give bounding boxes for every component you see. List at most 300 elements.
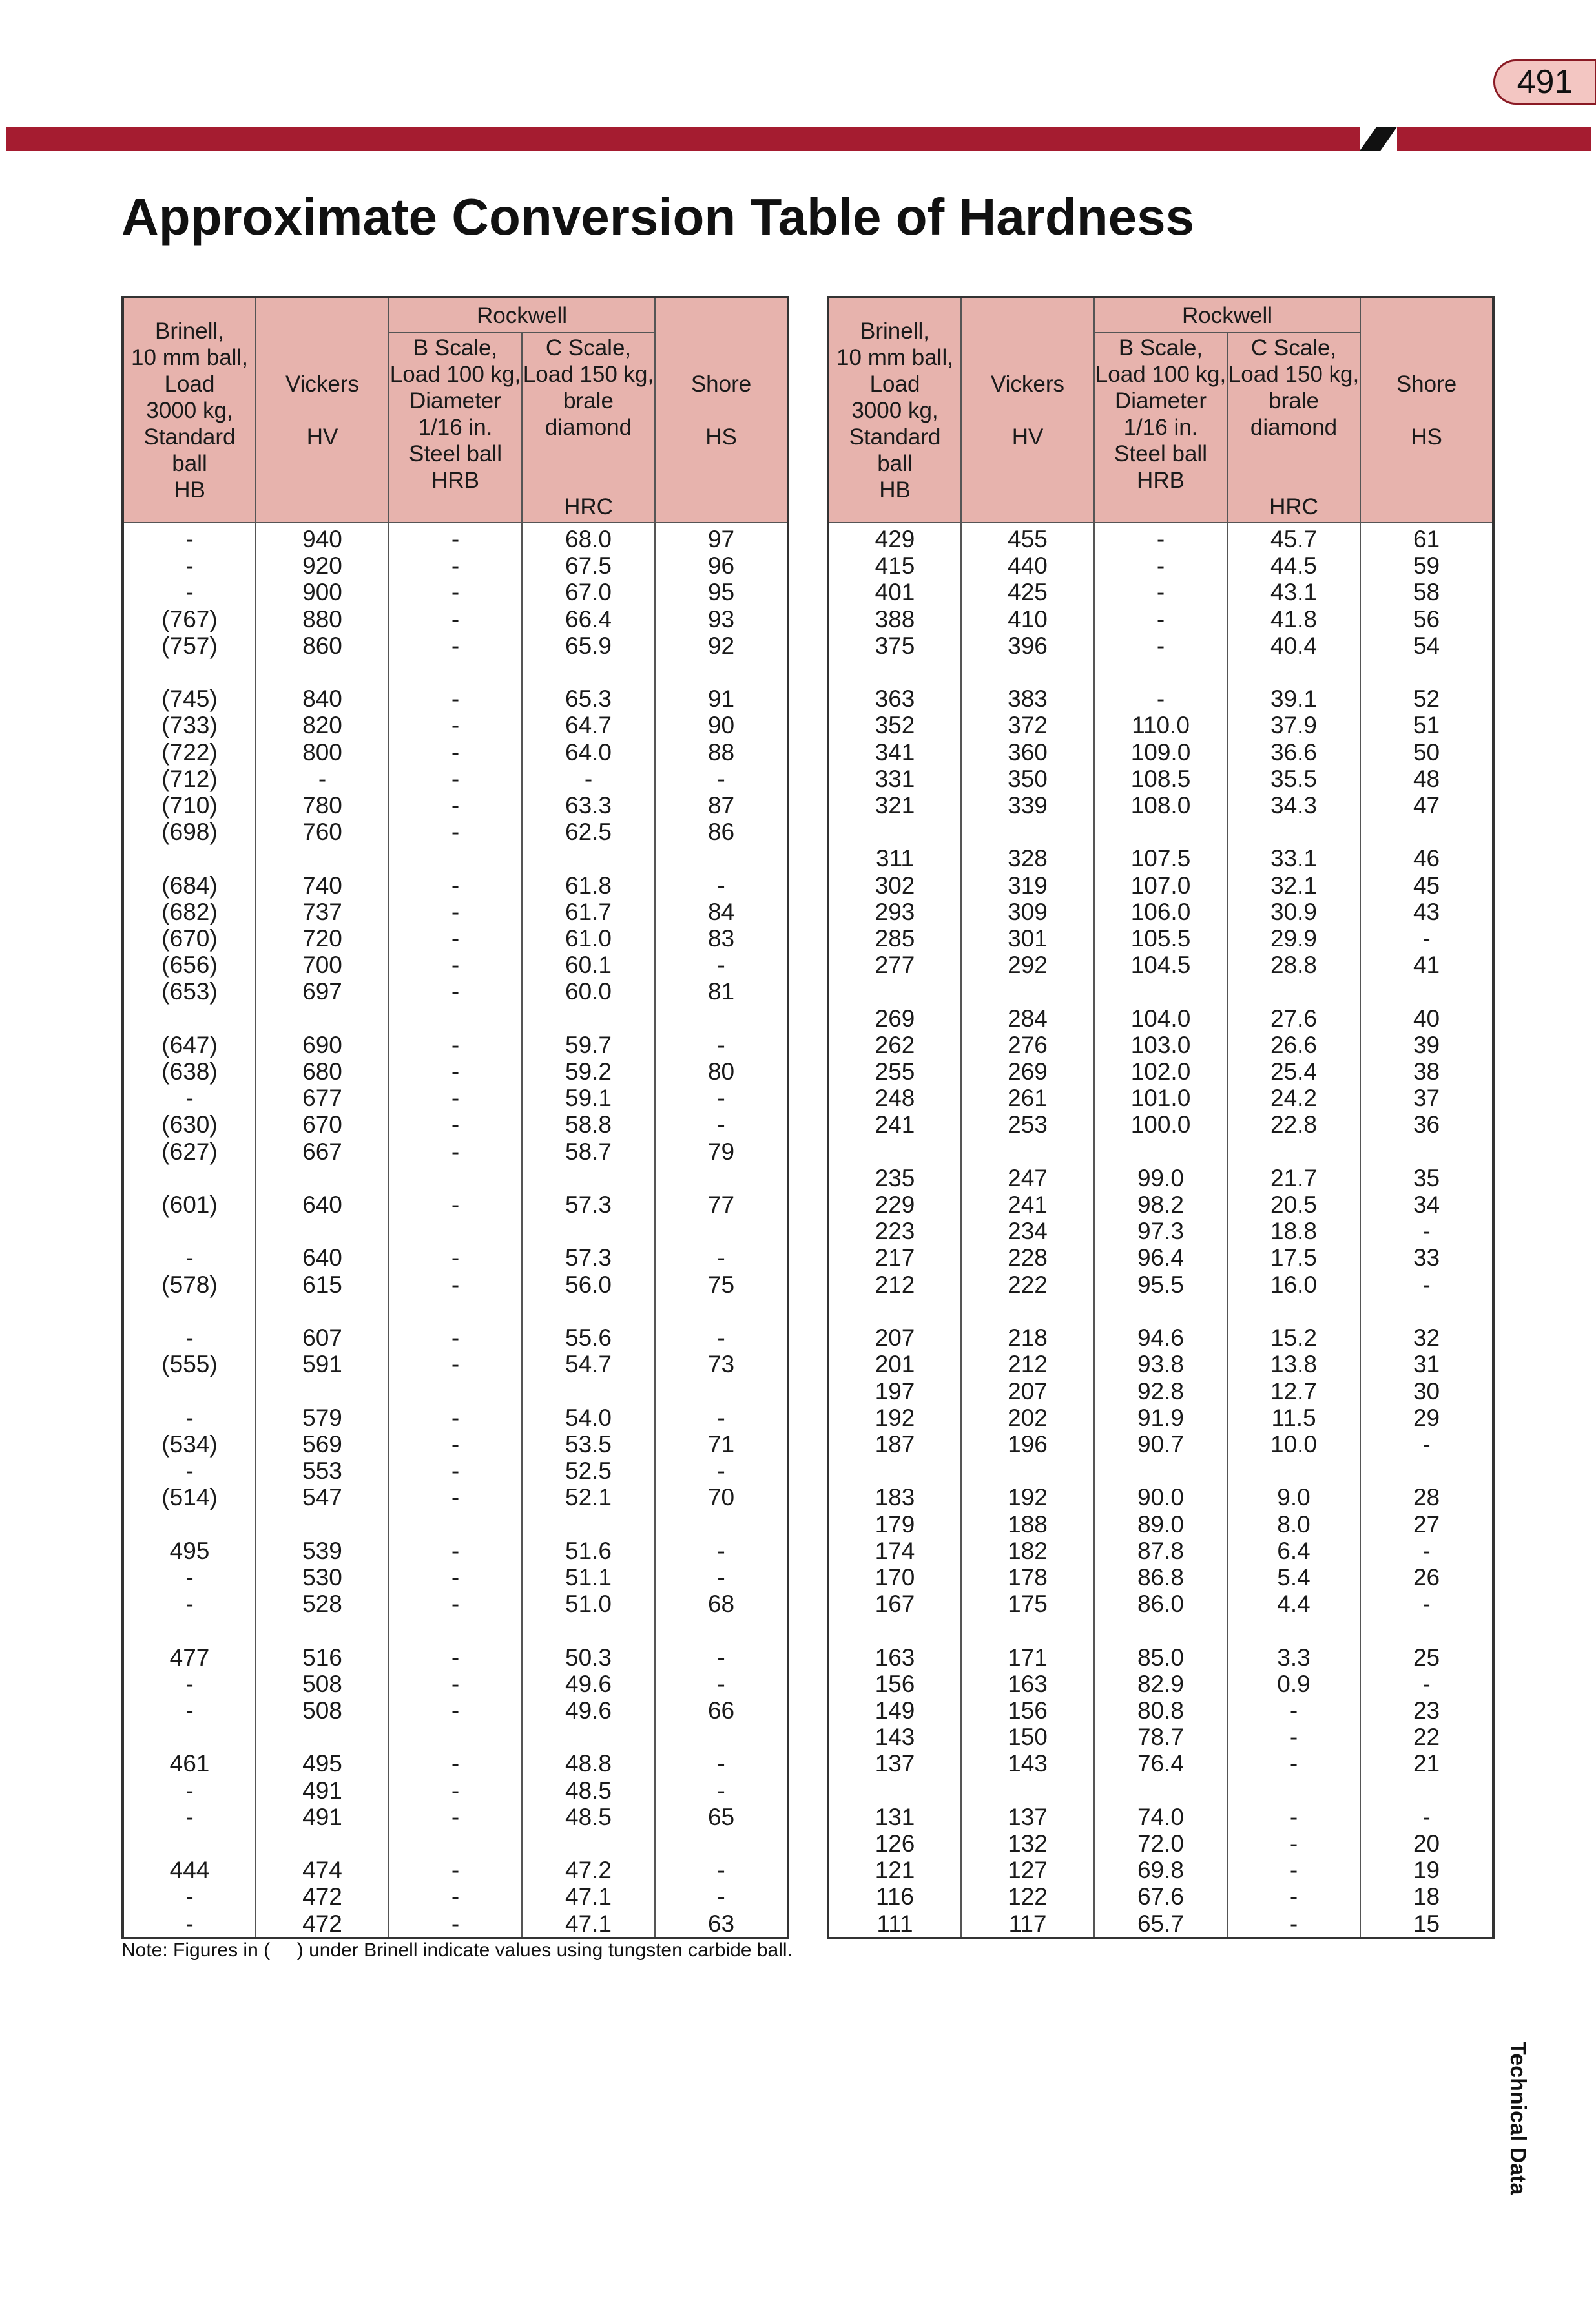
hrc-cell: 30.9: [1227, 899, 1360, 925]
hrc-cell: [522, 1218, 655, 1244]
vickers-cell: 234: [961, 1218, 1094, 1244]
hrb-cell: 107.0: [1094, 872, 1227, 899]
hrb-cell: 108.5: [1094, 766, 1227, 792]
hrb-cell: 108.0: [1094, 792, 1227, 819]
brinell-cell: 311: [828, 845, 961, 872]
shore-cell: 93: [655, 606, 788, 632]
table-row: [828, 1191, 1493, 1218]
brinell-cell: 163: [828, 1644, 961, 1671]
shore-cell: 45: [1360, 872, 1493, 899]
shore-cell: 19: [1360, 1857, 1493, 1883]
brinell-cell: -: [123, 1405, 256, 1431]
hrb-cell: 93.8: [1094, 1351, 1227, 1377]
table-row: [828, 1032, 1493, 1058]
vickers-cell: 900: [256, 579, 389, 605]
shore-cell: 32: [1360, 1324, 1493, 1351]
table-row: [123, 1191, 788, 1218]
brinell-cell: [123, 1724, 256, 1750]
header-shore: [1360, 297, 1493, 523]
table-row: [123, 1617, 788, 1644]
shore-cell: 20: [1360, 1830, 1493, 1857]
hrb-cell: 89.0: [1094, 1511, 1227, 1538]
shore-cell: 90: [655, 712, 788, 738]
shore-cell: 73: [655, 1351, 788, 1377]
hrc-cell: 21.7: [1227, 1165, 1360, 1191]
shore-cell: [655, 659, 788, 685]
vickers-cell: 163: [961, 1671, 1094, 1697]
hrb-cell: -: [389, 632, 522, 659]
vickers-cell: 820: [256, 712, 389, 738]
hrc-cell: [1227, 659, 1360, 685]
brinell-cell: 401: [828, 579, 961, 605]
brinell-cell: 223: [828, 1218, 961, 1244]
vickers-cell: 247: [961, 1165, 1094, 1191]
vickers-cell: [961, 1138, 1094, 1165]
vickers-cell: 143: [961, 1750, 1094, 1777]
hrb-cell: 106.0: [1094, 899, 1227, 925]
hrb-cell: -: [389, 1671, 522, 1697]
hrb-cell: 105.5: [1094, 925, 1227, 952]
hrc-cell: 34.3: [1227, 792, 1360, 819]
shore-cell: 34: [1360, 1191, 1493, 1218]
shore-cell: 91: [655, 685, 788, 712]
table-row: [828, 1165, 1493, 1191]
brinell-cell: 207: [828, 1324, 961, 1351]
vickers-cell: 760: [256, 819, 389, 845]
table-row: [123, 872, 788, 899]
table-row: [123, 1111, 788, 1138]
table-row: [123, 1405, 788, 1431]
vickers-cell: 127: [961, 1857, 1094, 1883]
brinell-cell: (653): [123, 978, 256, 1005]
hrb-cell: -: [1094, 606, 1227, 632]
shore-cell: [655, 1511, 788, 1538]
table-row: [828, 1644, 1493, 1671]
hrc-cell: 62.5: [522, 819, 655, 845]
table-row: [123, 579, 788, 605]
hrc-cell: [522, 1298, 655, 1324]
hrb-cell: -: [389, 739, 522, 766]
hrc-cell: 59.2: [522, 1058, 655, 1085]
hrc-cell: 18.8: [1227, 1218, 1360, 1244]
brinell-cell: 174: [828, 1538, 961, 1564]
table-row: [828, 1484, 1493, 1510]
vickers-cell: [256, 1005, 389, 1032]
hrc-cell: 49.6: [522, 1671, 655, 1697]
hrb-cell: 90.7: [1094, 1431, 1227, 1458]
header-b-scale: B Scale, Load 100 kg, Diameter 1/16 in. Steel ball HRB: [389, 333, 522, 523]
table-row: [123, 739, 788, 766]
table-row: [123, 1538, 788, 1564]
hrb-cell: 94.6: [1094, 1324, 1227, 1351]
shore-cell: 71: [655, 1431, 788, 1458]
table-row: [828, 685, 1493, 712]
hardness-table-left: [121, 296, 789, 1939]
hrb-cell: 92.8: [1094, 1378, 1227, 1405]
hrc-cell: 33.1: [1227, 845, 1360, 872]
hrb-cell: -: [389, 1191, 522, 1218]
brinell-cell: 183: [828, 1484, 961, 1510]
shore-cell: -: [655, 1244, 788, 1271]
table-row: [828, 1724, 1493, 1750]
brinell-cell: -: [123, 1564, 256, 1591]
brinell-cell: (638): [123, 1058, 256, 1085]
vickers-cell: 553: [256, 1458, 389, 1484]
brinell-cell: 212: [828, 1271, 961, 1298]
vickers-cell: 740: [256, 872, 389, 899]
side-section-label: Technical Data: [1506, 2042, 1530, 2195]
hrb-cell: -: [1094, 632, 1227, 659]
table-row: [123, 792, 788, 819]
table-row: [123, 632, 788, 659]
brinell-cell: (710): [123, 792, 256, 819]
table-row: [123, 1883, 788, 1910]
shore-cell: 27: [1360, 1511, 1493, 1538]
hrc-cell: 20.5: [1227, 1191, 1360, 1218]
vickers-cell: 360: [961, 739, 1094, 766]
brinell-cell: (627): [123, 1138, 256, 1165]
table-row: [828, 1671, 1493, 1697]
hrc-cell: 57.3: [522, 1191, 655, 1218]
shore-cell: 15: [1360, 1910, 1493, 1938]
header-brinell: Brinell, 10 mm ball, Load 3000 kg, Standard ball HB: [828, 297, 961, 523]
vickers-cell: 440: [961, 552, 1094, 579]
hrc-cell: 36.6: [1227, 739, 1360, 766]
hrb-cell: -: [389, 1484, 522, 1510]
vickers-cell: 860: [256, 632, 389, 659]
brinell-cell: 192: [828, 1405, 961, 1431]
shore-cell: -: [1360, 1591, 1493, 1617]
hrb-cell: [389, 1378, 522, 1405]
brinell-cell: [828, 978, 961, 1005]
brinell-cell: -: [123, 1324, 256, 1351]
shore-cell: 92: [655, 632, 788, 659]
table-row: [123, 1378, 788, 1405]
table-row: [123, 1058, 788, 1085]
hrb-cell: -: [389, 1697, 522, 1724]
vickers-cell: 339: [961, 792, 1094, 819]
brinell-cell: -: [123, 1085, 256, 1111]
hrc-cell: 56.0: [522, 1271, 655, 1298]
brinell-cell: 149: [828, 1697, 961, 1724]
table-row: [828, 978, 1493, 1005]
brinell-cell: (630): [123, 1111, 256, 1138]
shore-cell: 48: [1360, 766, 1493, 792]
vickers-cell: 455: [961, 523, 1094, 552]
shore-cell: 87: [655, 792, 788, 819]
table-row: [828, 659, 1493, 685]
hrc-cell: 32.1: [1227, 872, 1360, 899]
vickers-cell: 607: [256, 1324, 389, 1351]
table-row: [828, 579, 1493, 605]
hrb-cell: 99.0: [1094, 1165, 1227, 1191]
brinell-cell: [828, 1617, 961, 1644]
hrc-cell: [1227, 1138, 1360, 1165]
shore-cell: 23: [1360, 1697, 1493, 1724]
hrc-cell: 15.2: [1227, 1324, 1360, 1351]
hrb-cell: -: [389, 925, 522, 952]
hrb-cell: -: [389, 1058, 522, 1085]
vickers-cell: 156: [961, 1697, 1094, 1724]
hrb-cell: -: [389, 685, 522, 712]
hrc-cell: 51.1: [522, 1564, 655, 1591]
table-row: [123, 819, 788, 845]
table-row: [828, 899, 1493, 925]
hrc-cell: 61.0: [522, 925, 655, 952]
hrc-cell: [1227, 978, 1360, 1005]
hrb-cell: [1094, 819, 1227, 845]
hrb-cell: 110.0: [1094, 712, 1227, 738]
vickers-cell: 150: [961, 1724, 1094, 1750]
brinell-cell: 269: [828, 1005, 961, 1032]
hrc-cell: -: [1227, 1830, 1360, 1857]
vickers-cell: 569: [256, 1431, 389, 1458]
vickers-cell: 202: [961, 1405, 1094, 1431]
hrb-cell: -: [389, 1032, 522, 1058]
hrb-cell: -: [389, 792, 522, 819]
vickers-cell: 516: [256, 1644, 389, 1671]
vickers-cell: [961, 978, 1094, 1005]
header-shore-label: Shore: [1396, 371, 1457, 397]
table-row: [123, 659, 788, 685]
vickers-cell: 690: [256, 1032, 389, 1058]
hrc-cell: 39.1: [1227, 685, 1360, 712]
vickers-cell: [256, 1298, 389, 1324]
vickers-cell: 192: [961, 1484, 1094, 1510]
table-row: [123, 1804, 788, 1830]
hrb-cell: [1094, 1617, 1227, 1644]
brinell-cell: 229: [828, 1191, 961, 1218]
hrc-cell: 51.0: [522, 1591, 655, 1617]
vickers-cell: 350: [961, 766, 1094, 792]
vickers-cell: 383: [961, 685, 1094, 712]
hrc-cell: 58.8: [522, 1111, 655, 1138]
shore-cell: -: [1360, 1271, 1493, 1298]
hrb-cell: [1094, 978, 1227, 1005]
vickers-cell: 175: [961, 1591, 1094, 1617]
shore-cell: 75: [655, 1271, 788, 1298]
vickers-cell: [256, 1830, 389, 1857]
hrc-cell: 67.0: [522, 579, 655, 605]
shore-cell: 28: [1360, 1484, 1493, 1510]
shore-cell: 43: [1360, 899, 1493, 925]
hrc-cell: 13.8: [1227, 1351, 1360, 1377]
table-row: [828, 1431, 1493, 1458]
brinell-cell: [828, 659, 961, 685]
table-row: [828, 845, 1493, 872]
brinell-cell: -: [123, 552, 256, 579]
table-row: [828, 1777, 1493, 1804]
brinell-cell: 321: [828, 792, 961, 819]
shore-cell: 54: [1360, 632, 1493, 659]
hrc-cell: 59.1: [522, 1085, 655, 1111]
hrc-cell: 45.7: [1227, 523, 1360, 552]
hrb-cell: -: [389, 899, 522, 925]
hrc-cell: 47.1: [522, 1883, 655, 1910]
hrb-cell: 90.0: [1094, 1484, 1227, 1510]
shore-cell: -: [655, 1777, 788, 1804]
shore-cell: -: [655, 1324, 788, 1351]
shore-cell: 47: [1360, 792, 1493, 819]
brinell-cell: (534): [123, 1431, 256, 1458]
hrc-cell: [1227, 819, 1360, 845]
vickers-cell: -: [256, 766, 389, 792]
table-row: [123, 1564, 788, 1591]
shore-cell: 29: [1360, 1405, 1493, 1431]
shore-cell: 88: [655, 739, 788, 766]
header-shore: [655, 297, 788, 523]
hrc-cell: 57.3: [522, 1244, 655, 1271]
hrc-cell: 52.1: [522, 1484, 655, 1510]
hrb-cell: -: [389, 819, 522, 845]
vickers-cell: 372: [961, 712, 1094, 738]
brinell-cell: (601): [123, 1191, 256, 1218]
hrc-cell: 9.0: [1227, 1484, 1360, 1510]
hrb-cell: [389, 845, 522, 872]
shore-cell: -: [655, 1750, 788, 1777]
vickers-cell: 276: [961, 1032, 1094, 1058]
table-row: [828, 1564, 1493, 1591]
table-row: [123, 1484, 788, 1510]
shore-cell: 70: [655, 1484, 788, 1510]
shore-cell: -: [655, 872, 788, 899]
hrc-cell: [522, 845, 655, 872]
brinell-cell: (682): [123, 899, 256, 925]
hrb-cell: -: [389, 1458, 522, 1484]
brinell-cell: 415: [828, 552, 961, 579]
shore-cell: 65: [655, 1804, 788, 1830]
shore-cell: -: [655, 1644, 788, 1671]
brinell-cell: [123, 1378, 256, 1405]
hrb-cell: 109.0: [1094, 739, 1227, 766]
vickers-cell: 697: [256, 978, 389, 1005]
vickers-cell: 196: [961, 1431, 1094, 1458]
hrb-cell: -: [1094, 579, 1227, 605]
vickers-cell: 940: [256, 523, 389, 552]
hrb-cell: -: [389, 1351, 522, 1377]
hrb-cell: 74.0: [1094, 1804, 1227, 1830]
brinell-cell: (733): [123, 712, 256, 738]
shore-cell: [655, 1617, 788, 1644]
brinell-cell: -: [123, 1910, 256, 1938]
brinell-cell: [828, 819, 961, 845]
shore-cell: 96: [655, 552, 788, 579]
hrb-cell: [389, 1830, 522, 1857]
hrb-cell: 96.4: [1094, 1244, 1227, 1271]
brinell-cell: (712): [123, 766, 256, 792]
vickers-cell: 207: [961, 1378, 1094, 1405]
hrc-cell: [522, 1511, 655, 1538]
vickers-cell: 425: [961, 579, 1094, 605]
table-row: [828, 1298, 1493, 1324]
shore-cell: 58: [1360, 579, 1493, 605]
hrb-cell: -: [389, 1750, 522, 1777]
hrc-cell: 47.1: [522, 1910, 655, 1938]
shore-cell: 61: [1360, 523, 1493, 552]
table-row: [828, 1697, 1493, 1724]
shore-cell: [1360, 1298, 1493, 1324]
shore-cell: -: [1360, 1538, 1493, 1564]
vickers-cell: 591: [256, 1351, 389, 1377]
hardness-table-right: [827, 296, 1495, 1939]
brinell-cell: 429: [828, 523, 961, 552]
table-row: [828, 872, 1493, 899]
hrc-cell: 58.7: [522, 1138, 655, 1165]
hrb-cell: [389, 659, 522, 685]
hrc-cell: 61.8: [522, 872, 655, 899]
vickers-cell: 615: [256, 1271, 389, 1298]
shore-cell: -: [655, 1458, 788, 1484]
hrb-cell: 100.0: [1094, 1111, 1227, 1138]
hrc-cell: 10.0: [1227, 1431, 1360, 1458]
hrb-cell: 69.8: [1094, 1857, 1227, 1883]
shore-cell: [655, 845, 788, 872]
brinell-cell: 116: [828, 1883, 961, 1910]
hrb-cell: [389, 1218, 522, 1244]
table-row: [828, 1830, 1493, 1857]
hrb-cell: [389, 1005, 522, 1032]
shore-cell: 52: [1360, 685, 1493, 712]
brinell-cell: (745): [123, 685, 256, 712]
table-row: [828, 1405, 1493, 1431]
shore-cell: 30: [1360, 1378, 1493, 1405]
header-bar-slash: [1360, 127, 1398, 151]
brinell-cell: [123, 659, 256, 685]
table-row: [123, 1324, 788, 1351]
header-c-scale: C Scale, Load 150 kg, brale diamond HRC: [522, 333, 655, 523]
table-row: [123, 1271, 788, 1298]
hrb-cell: -: [1094, 685, 1227, 712]
vickers-cell: 737: [256, 899, 389, 925]
hrc-cell: 47.2: [522, 1857, 655, 1883]
shore-cell: [655, 1378, 788, 1405]
brinell-cell: -: [123, 1697, 256, 1724]
brinell-cell: 235: [828, 1165, 961, 1191]
header-rockwell: Rockwell: [1094, 297, 1360, 333]
hrc-cell: [522, 659, 655, 685]
vickers-cell: 880: [256, 606, 389, 632]
shore-cell: 59: [1360, 552, 1493, 579]
shore-cell: 37: [1360, 1085, 1493, 1111]
brinell-cell: 461: [123, 1750, 256, 1777]
brinell-cell: 131: [828, 1804, 961, 1830]
hrb-cell: -: [389, 1883, 522, 1910]
hrc-cell: -: [522, 766, 655, 792]
header-shore-label: Shore: [690, 371, 752, 397]
hrc-cell: 25.4: [1227, 1058, 1360, 1085]
brinell-cell: 197: [828, 1378, 961, 1405]
shore-cell: 35: [1360, 1165, 1493, 1191]
vickers-cell: 410: [961, 606, 1094, 632]
hrc-cell: 60.1: [522, 952, 655, 978]
vickers-cell: [256, 1511, 389, 1538]
hrc-cell: 63.3: [522, 792, 655, 819]
brinell-cell: (698): [123, 819, 256, 845]
table-row: [828, 1378, 1493, 1405]
header-b-scale: B Scale, Load 100 kg, Diameter 1/16 in. Steel ball HRB: [1094, 333, 1227, 523]
brinell-cell: 363: [828, 685, 961, 712]
table-row: [828, 792, 1493, 819]
hrb-cell: 82.9: [1094, 1671, 1227, 1697]
header-vickers-label: Vickers: [285, 371, 360, 397]
brinell-cell: 375: [828, 632, 961, 659]
brinell-cell: 241: [828, 1111, 961, 1138]
shore-cell: -: [655, 1671, 788, 1697]
brinell-cell: [828, 1777, 961, 1804]
header-c-scale: C Scale, Load 150 kg, brale diamond HRC: [1227, 333, 1360, 523]
shore-cell: -: [1360, 1804, 1493, 1830]
table-row: [123, 1750, 788, 1777]
